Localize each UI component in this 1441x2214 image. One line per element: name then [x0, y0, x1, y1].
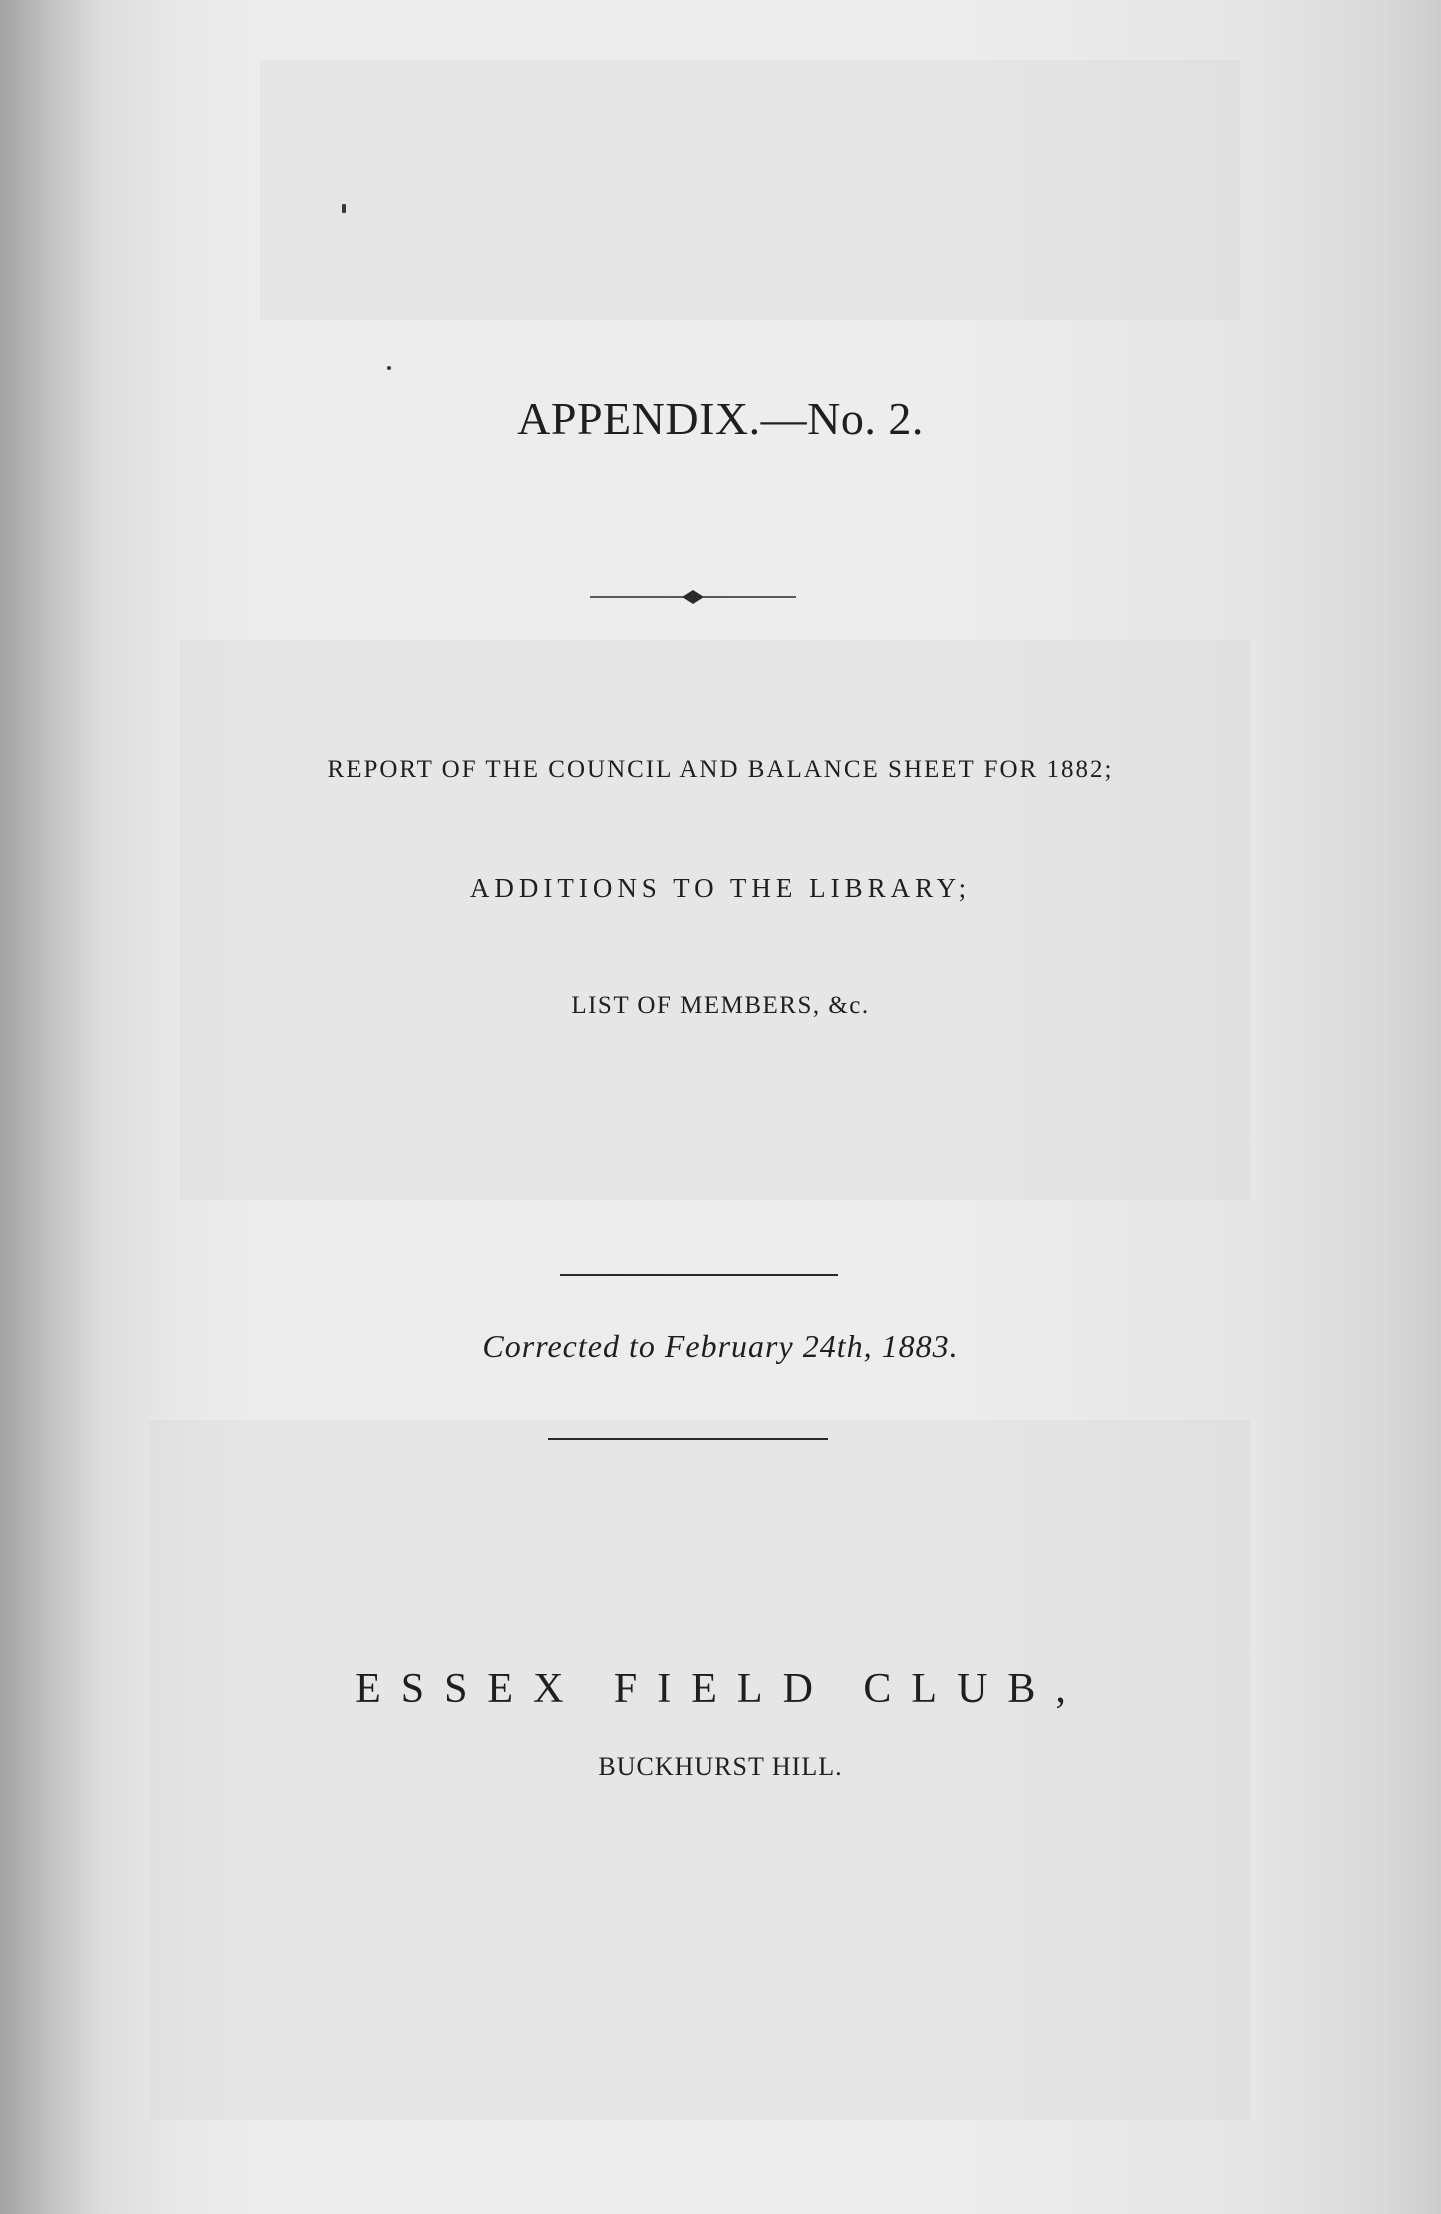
page-gutter-shadow: [0, 0, 95, 2214]
ink-speck: [387, 366, 391, 370]
bleed-through-middle: [180, 640, 1250, 1200]
diamond-rule-ornament: [590, 586, 796, 608]
members-line: LIST OF MEMBERS, &c.: [571, 992, 870, 1019]
bleed-through-top: [260, 60, 1240, 320]
divider-rule-top: [560, 1274, 838, 1276]
divider-rule-bottom: [548, 1438, 828, 1440]
corrected-date-line: Corrected to February 24th, 1883.: [482, 1328, 959, 1364]
appendix-title: APPENDIX.—No. 2.: [517, 393, 924, 444]
report-line: REPORT OF THE COUNCIL AND BALANCE SHEET FOR 1882;: [327, 756, 1114, 783]
ink-speck: [342, 204, 346, 213]
club-place: BUCKHURST HILL.: [598, 1752, 843, 1781]
additions-line: ADDITIONS TO THE LIBRARY;: [469, 873, 972, 903]
club-name: ESSEX FIELD CLUB,: [355, 1666, 1086, 1712]
